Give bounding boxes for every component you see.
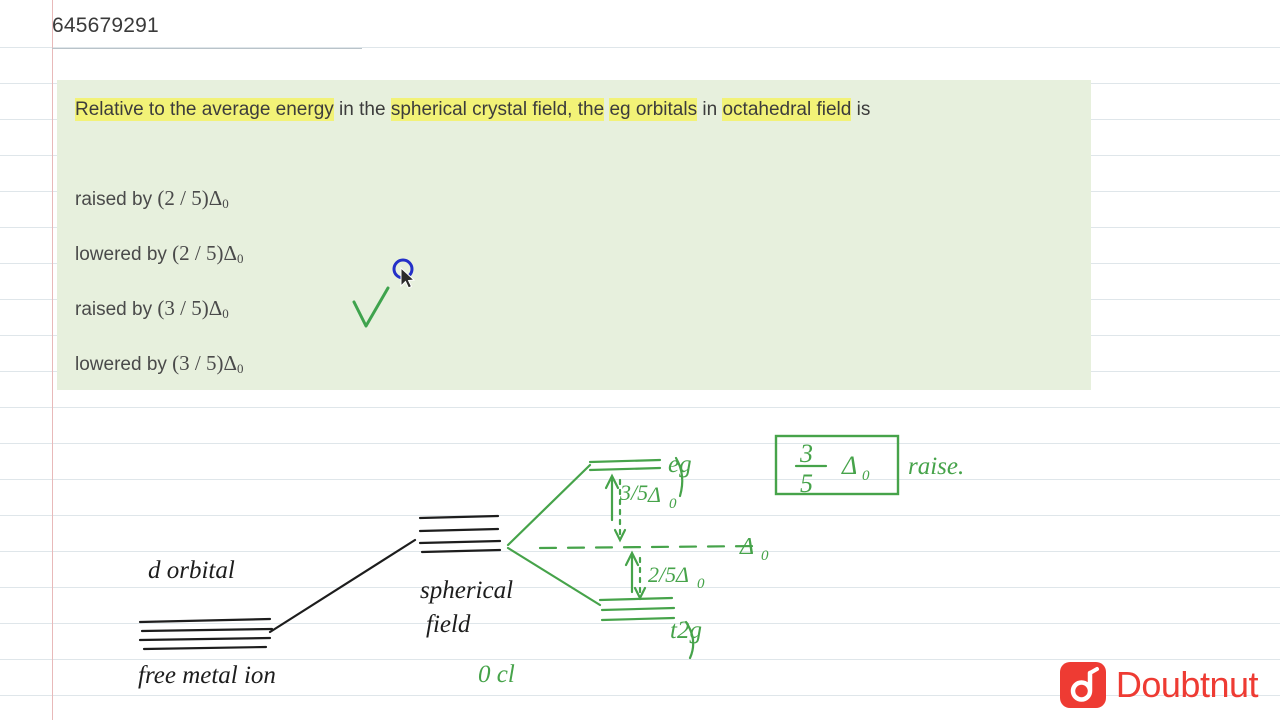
crystal-field-splitting-diagram [120,400,1130,710]
doubtnut-logo-text: Doubtnut [1115,664,1258,705]
label-delta-total-sub: 0 [761,548,769,564]
option-1[interactable] [75,241,244,267]
option-1-sub: 0 [237,251,244,266]
correct-answer-check-icon [352,286,392,332]
option-1-value: (2 / 5) [172,241,224,265]
question-id-underline [52,48,362,49]
stem-part-5: in [697,99,723,120]
label-free-metal-ion: free metal ion [138,662,276,689]
mouse-cursor [390,256,424,290]
question-id: 645679291 [52,14,159,37]
option-1-symbol: Δ [223,241,238,265]
stem-part-4: eg orbitals [609,99,698,120]
stem-part-7: is [851,99,871,120]
option-3[interactable] [75,351,244,377]
label-spherical-field-line2: field [426,611,471,638]
option-3-symbol: Δ [223,351,238,375]
option-3-sub: 0 [237,361,244,376]
option-2-symbol: Δ [208,296,223,320]
label-eg: eg [668,451,692,478]
label-box-delta-sub: 0 [862,468,870,484]
label-box-note: raise. [908,453,965,480]
option-3-label: lowered by [75,354,167,375]
doubtnut-logo-icon [1060,662,1106,708]
option-2-sub: 0 [222,306,229,321]
label-delta-upper-sub: 0 [669,496,677,512]
option-2-value: (3 / 5) [157,296,209,320]
margin-line [52,0,53,720]
label-split-lower: 2/5 [648,562,677,587]
label-d-orbital: d orbital [148,557,235,584]
option-0-sub: 0 [222,196,229,211]
question-stem [75,97,1085,123]
doubtnut-d-glyph [1060,662,1106,708]
label-box-delta: Δ [842,451,858,480]
option-3-value: (3 / 5) [172,351,224,375]
question-card [57,80,1091,390]
label-delta-lower: Δ [676,562,689,587]
stem-part-0: Relative to the average energy [75,99,334,120]
stem-part-6: octahedral field [722,99,852,120]
label-box-numerator: 3 [800,439,813,468]
option-0-symbol: Δ [208,186,223,210]
label-delta-lower-sub: 0 [697,576,705,592]
label-box-denominator: 5 [800,469,813,498]
label-split-upper: 3/5 [620,480,649,505]
option-0[interactable] [75,186,229,212]
stem-part-1: in the [333,99,391,120]
option-2[interactable] [75,296,229,322]
option-2-label: raised by [75,299,153,320]
stem-part-2: spherical crystal field, the [390,99,605,120]
label-spherical-field-line1: spherical [420,577,514,604]
label-delta-upper: Δ [648,482,661,507]
option-0-value: (2 / 5) [157,186,209,210]
label-octahedral: 0 cl [478,661,515,688]
label-t2g: t2g [670,617,702,644]
label-delta-total: Δ [740,534,755,560]
option-1-label: lowered by [75,244,167,265]
doubtnut-logo [1060,662,1258,708]
option-0-label: raised by [75,189,153,210]
